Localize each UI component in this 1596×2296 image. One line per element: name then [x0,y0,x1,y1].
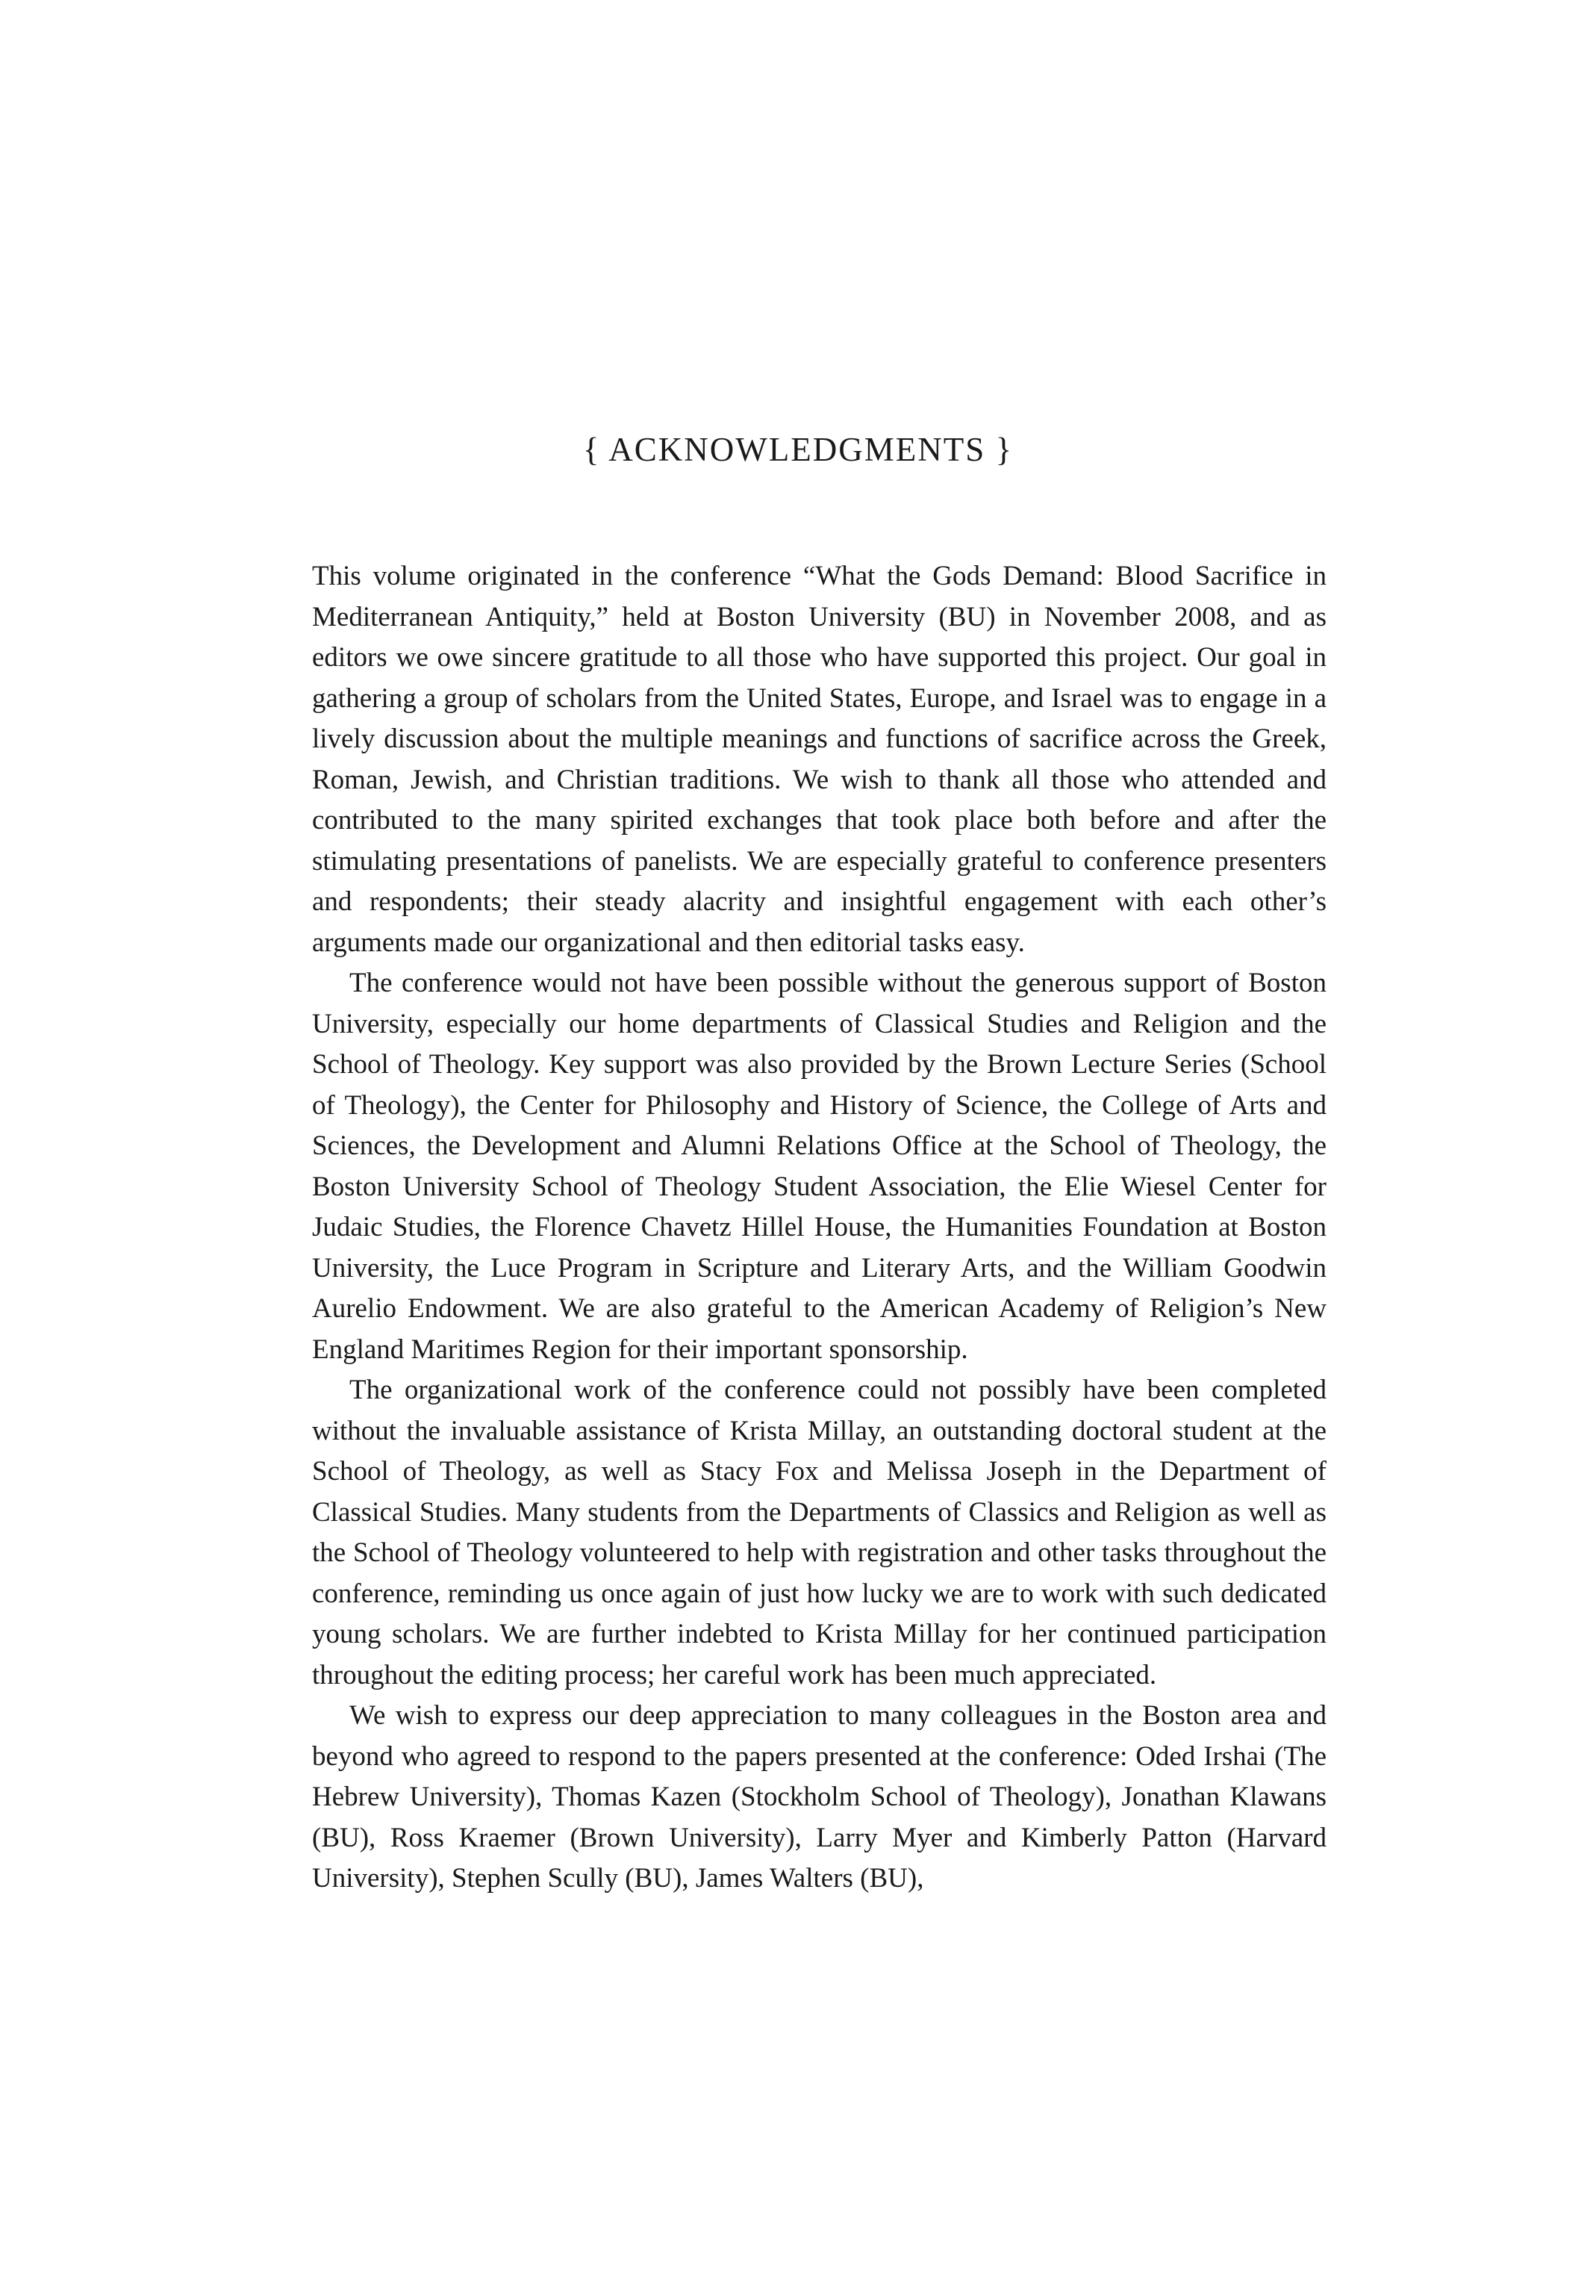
paragraph-origin: This volume originated in the conference “What the Gods Demand: Blood Sacrifice in Mediterranean Antiquity,” held at Boston University (BU) in November 2008, and as editors we owe sincere gratitude to all those who have supported this project. Our goal in gathering a group of scholars from the United States, Europe, and Israel was to engage in a lively discussion about the multiple meanings and functions of sacrifice across the Greek, Roman, Jewish, and Christian traditions. We wish to thank all those who attended and contributed to the many spirited exchanges that took place both before and after the stimulating presentations of panelists. We are especially grateful to conference presenters and respondents; their steady alacrity and insightful engagement with each other’s arguments made our organizational and then editorial tasks easy. [312,561,1327,958]
body-text [312,556,1327,1900]
paragraph-respondents: We wish to express our deep appreciation to many colleagues in the Boston area and beyond who agreed to respond to the papers presented at the conference: Oded Irshai (The Hebrew University), Thomas Kazen (Stockholm School of Theology), Jonathan Klawans (BU), Ross Kraemer (Brown University), Larry Myer and Kimberly Patton (Harvard University), Stephen Scully (BU), James Walters (BU), [312,1700,1327,1894]
page-title: { ACKNOWLEDGMENTS } [582,431,1014,468]
paragraph-support: The conference would not have been possible without the generous support of Boston University, especially our home departments of Classical Studies and Religion and the School of Theology. Key support was also provided by the Brown Lecture Series (School of Theology), the Center for Philosophy and History of Science, the College of Arts and Sciences, the Development and Alumni Relations Office at the School of Theology, the Boston University School of Theology Student Association, the Elie Wiesel Center for Judaic Studies, the Florence Chavetz Hillel House, the Humanities Foundation at Boston University, the Luce Program in Scripture and Literary Arts, and the William Goodwin Aurelio Endowment. We are also grateful to the American Academy of Religion’s New England Maritimes Region for their important sponsorship. [312,968,1327,1365]
paragraph-organization: The organizational work of the conference could not possibly have been completed without the invaluable assistance of Krista Millay, an outstanding doctoral student at the School of Theology, as well as Stacy Fox and Melissa Joseph in the Department of Classical Studies. Many students from the Departments of Classics and Religion as well as the School of Theology volunteered to help with registration and other tasks throughout the conference, reminding us once again of just how lucky we are to work with such dedicated young scholars. We are further indebted to Krista Millay for her continued participation throughout the editing process; her careful work has been much appreciated. [312,1375,1327,1690]
